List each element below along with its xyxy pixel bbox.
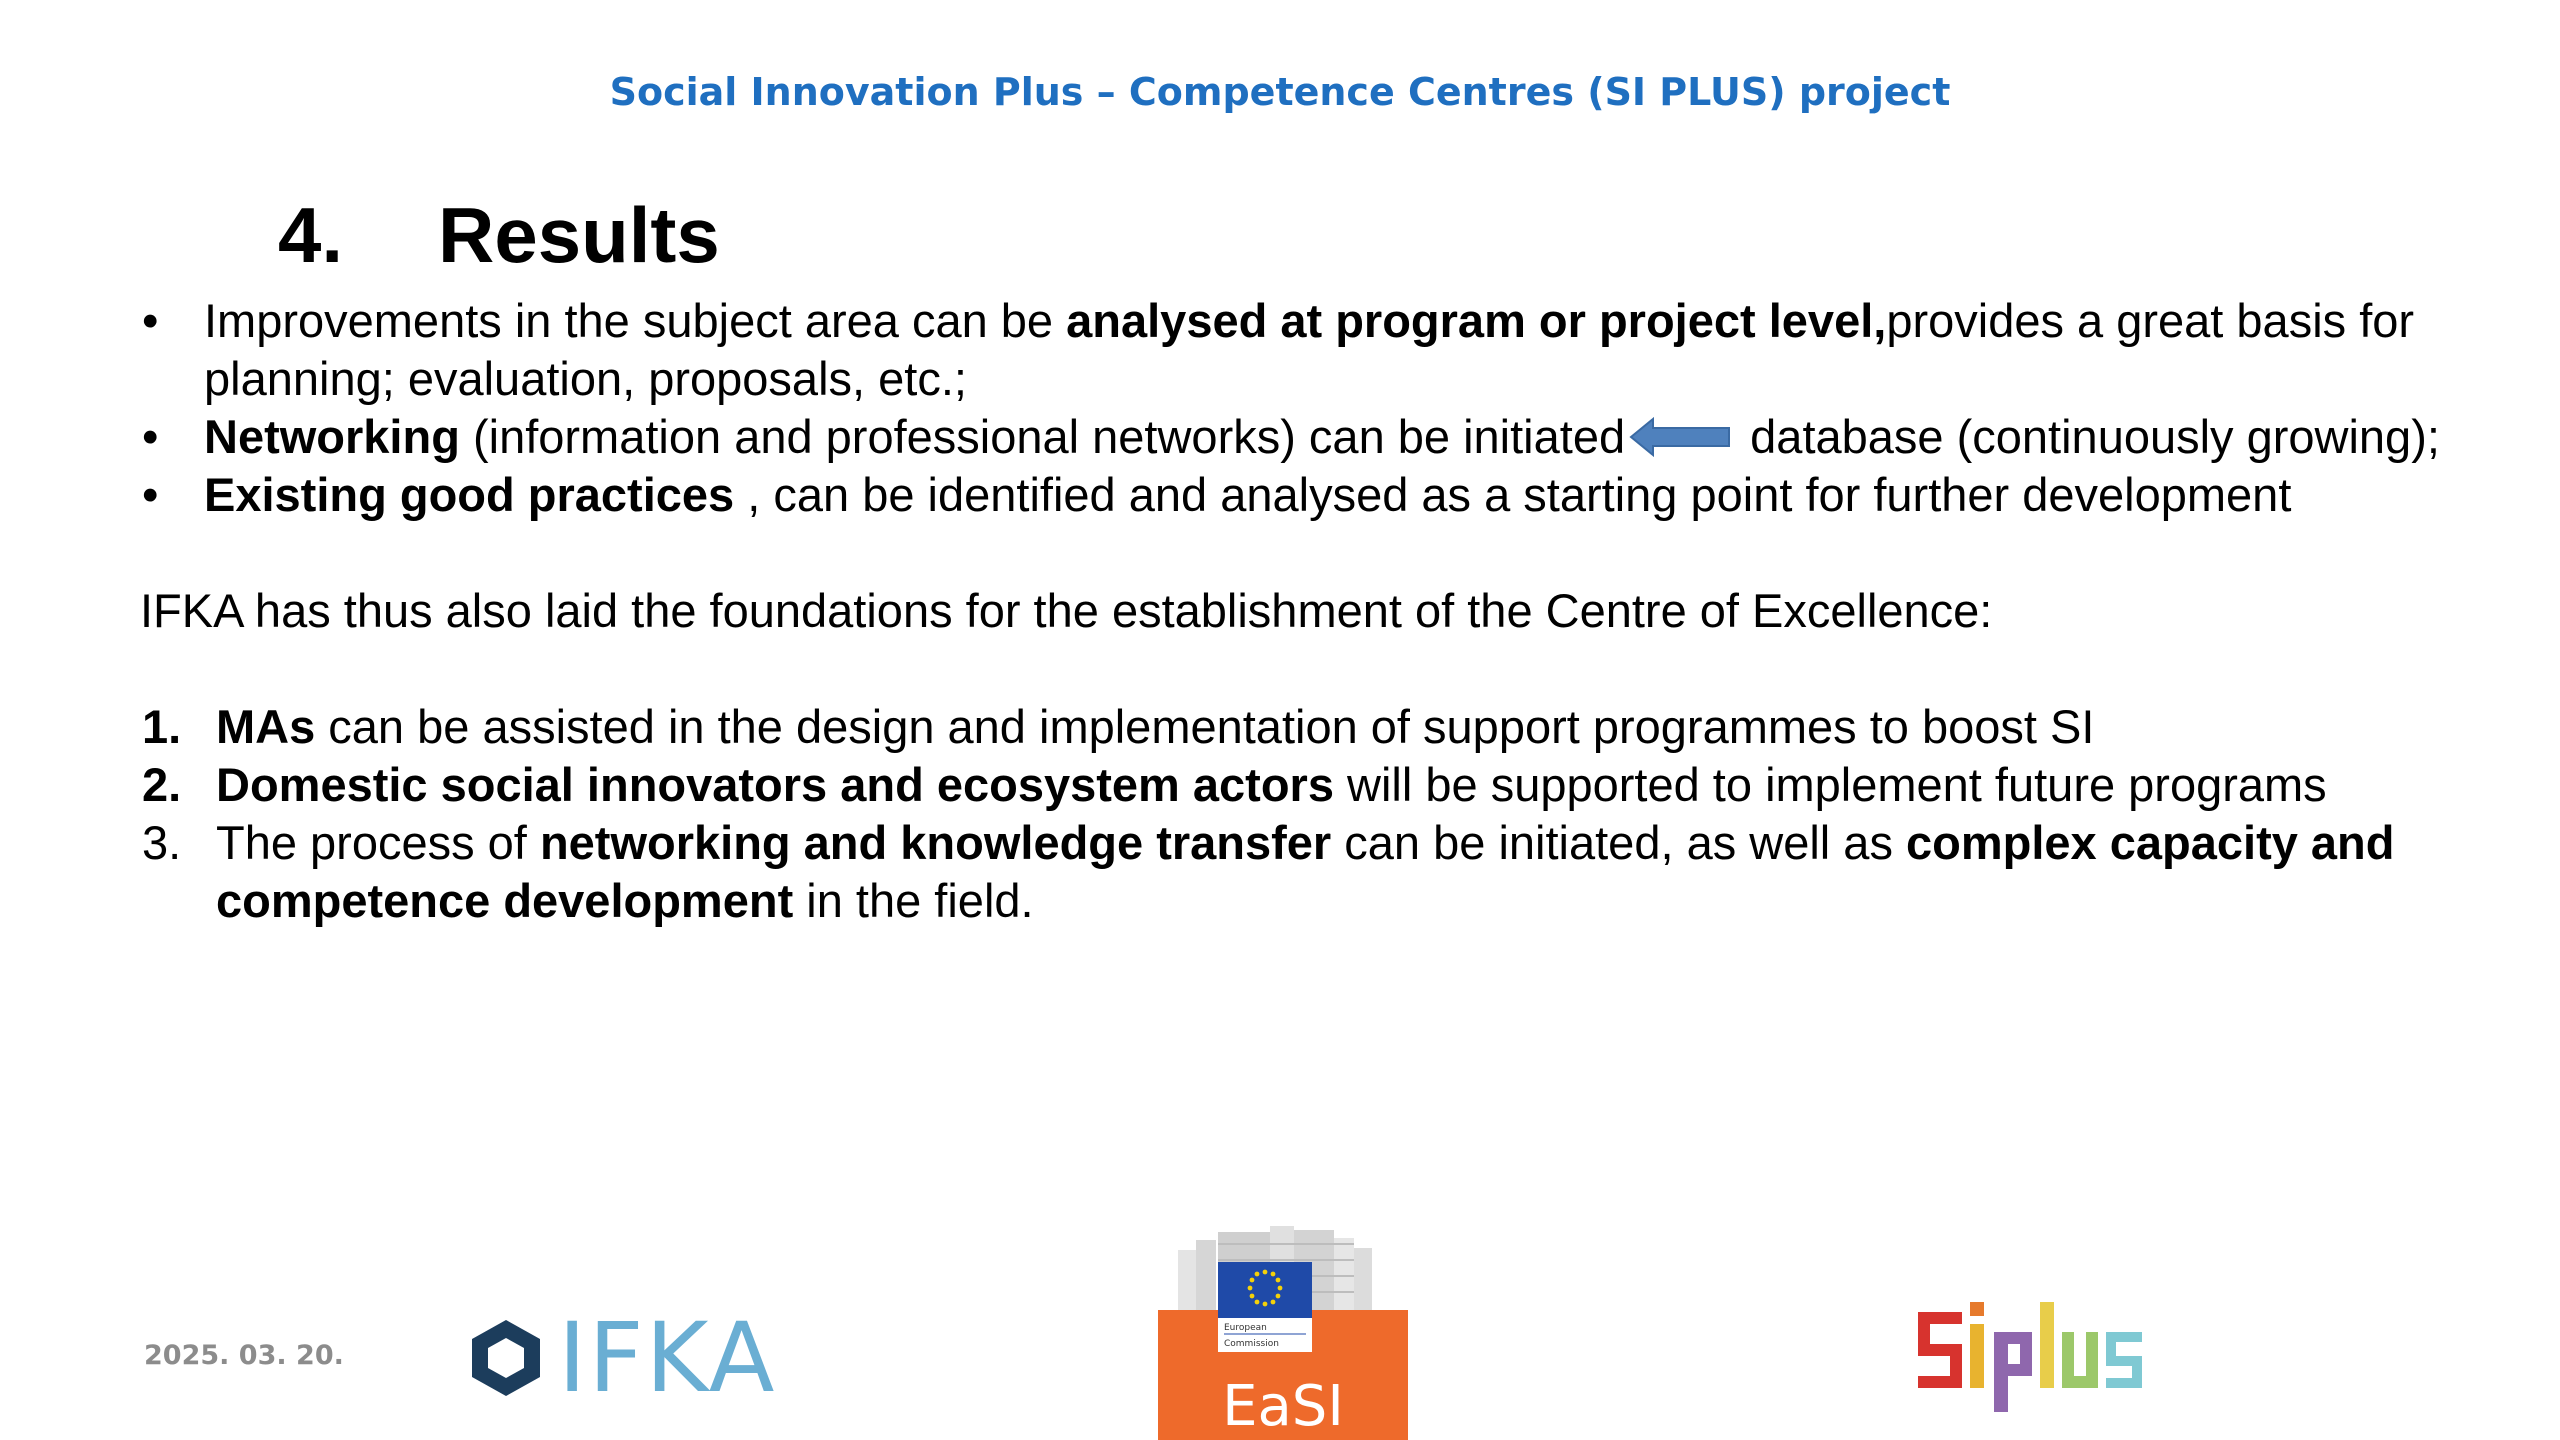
ifka-hexagon-icon — [470, 1318, 542, 1398]
item-text: in the field. — [793, 874, 1034, 927]
item-bold-text: complex capacity and competence development — [216, 816, 2395, 927]
bullet-text: (information and professional networks) can be initiated — [459, 410, 1626, 463]
item-bold-text: networking and knowledge transfer — [539, 816, 1332, 869]
section-heading: Results — [438, 191, 720, 279]
slide-date: 2025. 03. 20. — [144, 1340, 344, 1371]
bullet-list — [140, 292, 2440, 524]
bullet-dot: • — [142, 410, 159, 463]
item-text: The process of — [216, 816, 540, 869]
section-title — [278, 190, 720, 281]
easi-logo — [1158, 1222, 1408, 1440]
ifka-logo — [470, 1302, 777, 1414]
item-number: 2. — [142, 758, 182, 811]
bullet-text: , can be identified and analysed as a starting point for further development — [734, 468, 2292, 521]
bullet-dot: • — [142, 294, 159, 347]
project-header: Social Innovation Plus – Competence Centres (SI PLUS) project — [609, 70, 1951, 114]
item-number: 3. — [142, 816, 182, 869]
bullet-dot: • — [142, 468, 159, 521]
numbered-list — [140, 698, 2440, 930]
item-bold-text: Domestic social innovators and ecosystem actors — [216, 758, 1334, 811]
ec-label-line1: European — [1224, 1323, 1267, 1333]
bullet-text: database (continuously growing); — [1737, 410, 2440, 463]
bullet-text: provides a great basis for planning; evaluation, proposals, etc.; — [204, 294, 2415, 405]
ec-label-line2: Commission — [1224, 1339, 1279, 1349]
item-text: will be supported to implement future programs — [1333, 758, 2327, 811]
item-text: can be assisted in the design and implementation of support programmes to boost SI — [315, 700, 2095, 753]
left-arrow-icon — [1629, 417, 1733, 457]
ifka-paragraph: IFKA has thus also laid the foundations for the establishment of the Centre of Excellence: — [140, 584, 1993, 637]
bullet-item-good-practices — [140, 466, 2440, 524]
item-text: can be initiated, as well as — [1331, 816, 1906, 869]
ifka-logo-text: IFKA — [558, 1302, 777, 1414]
bullet-bold-text: Networking — [204, 410, 460, 463]
item-bold-text: MAs — [216, 700, 316, 753]
numbered-item-innovators — [140, 756, 2440, 814]
numbered-item-mas — [140, 698, 2440, 756]
si-plus-logo — [1918, 1302, 2158, 1414]
easi-logo-text: EaSI — [1222, 1374, 1344, 1439]
si-plus-logo-mark — [1918, 1302, 2158, 1414]
bullet-text: Improvements in the subject area can be — [204, 294, 1067, 347]
item-number: 1. — [142, 700, 182, 753]
bullet-bold-text: analysed at program or project level, — [1066, 294, 1887, 347]
bullet-item-networking — [140, 408, 2440, 466]
bullet-bold-text: Existing good practices — [204, 468, 735, 521]
numbered-item-networking — [140, 814, 2440, 930]
slide-content — [140, 292, 2440, 930]
bullet-item-improvements — [140, 292, 2440, 408]
section-number: 4. — [278, 191, 344, 279]
